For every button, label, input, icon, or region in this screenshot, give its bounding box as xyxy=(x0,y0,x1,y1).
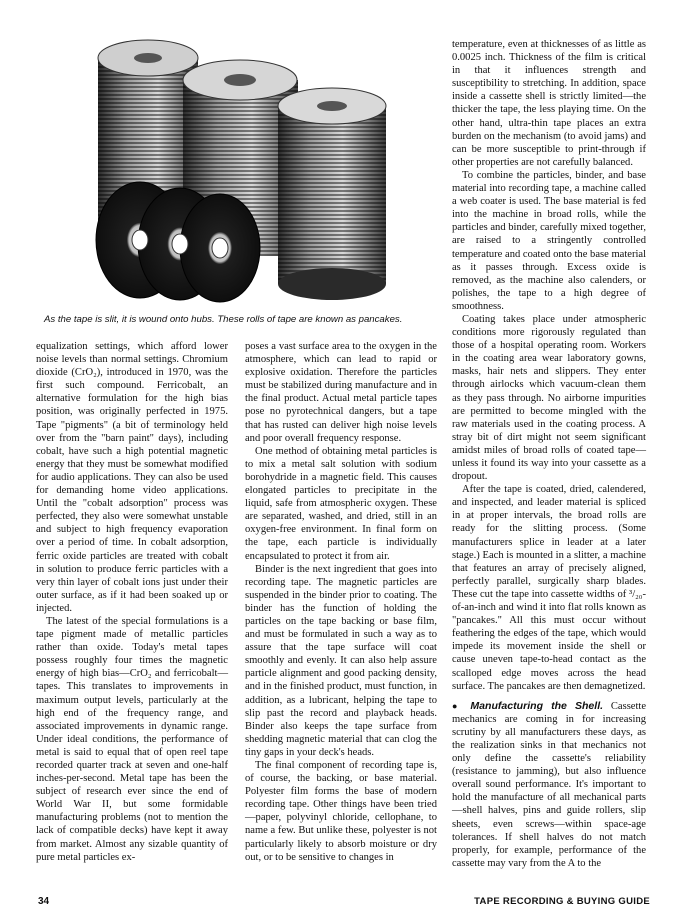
section-text: Cassette mechanics are coming in for increasing scrutiny by all manufacturers these days, as the realization sinks in that mechanics not only define the cassette's reliability (resistance to jamming), but also influence overall sound performance. It's important to hold the manufacture of all mechanical parts—shell halves, pins and guide rollers, slip sheets, even screws—within space-age tolerances. If shell halves do not match properly, for example, performance of the cassette may vary from the A to the xyxy=(452,700,647,869)
paragraph: After the tape is coated, dried, calendered, and inspected, and leader material is spliced in at proper intervals, the broad rolls are ready for the slitting process. (Some manufacturers splice in leader at a later stage.) Each is mounted in a slitter, a machine that features an array of precisely aligned, perfectly parallel, surgically sharp blades. These cut the tape into cassette widths of ³/₂₀-of-an-inch and wind it into flat rolls known as "pancakes." All this must occur without feathering the edges of the tape, which would impede its movement inside the shell or cause uneven tape-to-head contact as the scalloped edge moves across the head surface. The pancakes are then demagnetized. xyxy=(452,484,646,692)
text-column-3 xyxy=(452,38,646,870)
paragraph: temperature, even at thicknesses of as little as 0.0025 inch. Thickness of the film is critical in that it influences strength and susceptibility to stretching. In addition, space inside a cassette shell is strictly limited—the thicker the tape, the less playing time. On the other hand, ultra-thin tape places an extra burden on the mechanism (to avoid jams) and can be more susceptible to print-through if other properties are not carefully balanced. xyxy=(452,39,646,168)
photo-caption: As the tape is slit, it is wound onto hubs. These rolls of tape are known as pancakes. xyxy=(44,314,403,325)
text-column-1 xyxy=(36,340,228,864)
paragraph: One method of obtaining metal particles is to mix a metal salt solution with sodium borohydride in a magnetic field. This causes elongated particles to precipitate in the liquid, safe from atmospheric oxygen. These are separated, washed, and dried, still in an oxygen-free environment. In final form on the tape, each particle is individually encapsulated to protect it from air. xyxy=(245,445,437,562)
paragraph: poses a vast surface area to the oxygen in the atmosphere, which can lead to rapid or explosive oxidation. Therefore the particles must be stabilized during manufacture and in the final product. Actual metal particle tapes pose no pyrotechnical dangers, but a tape that has rusted can deliver high noise levels and poor overall frequency response. xyxy=(245,341,437,444)
paragraph: To combine the particles, binder, and base material into recording tape, a machine called a web coater is used. The base material is fed into the machine in broad rolls, while the particles and binder, carefully mixed together, are raised to a stringently controlled temperature and coated onto the base material as it passes through. Excess oxide is removed, as the machine also calenders, or polishes, the tape to a high degree of smoothness. xyxy=(452,169,646,312)
tape-pancakes-photo-icon xyxy=(28,22,428,312)
footer-title: TAPE RECORDING & BUYING GUIDE xyxy=(474,896,650,907)
paragraph: The final component of recording tape is, of course, the backing, or base material. Polyester film forms the base of modern recording tape. Other things have been tried—paper, polyvinyl chloride, cellophane, to name a few. But unlike these, polyester is not particularly likely to absorb moisture or dry out, or to be sensitive to changes in xyxy=(245,760,437,863)
section-heading: Manufacturing the Shell. xyxy=(470,699,604,712)
page-number: 34 xyxy=(38,896,50,907)
paragraph: The latest of the special formulations is a tape pigment made of metallic particles rather than oxide. Today's metal tapes possess roughly four times the magnetic energy of high bias—CrO₂ and ferricobalt—tapes. This translates to improvements in maximum output levels, particularly at the high end of the frequency range, and associated improvements in dynamic range. Under ideal conditions, the performance of metal is said to equal that of open reel tape recorded quarter track at seven and one-half inches-per-second. Metal tape has been the subject of research ever since the end of World War II, but some formidable manufacturing problems (not to mention the lack of compatible decks) have kept it away from market. Almost any sizable quantity of pure metal particles ex- xyxy=(36,615,228,863)
paragraph: Coating takes place under atmospheric conditions more rigorously regulated than those of a hospital operating room. Workers in the coating area wear laboratory gowns, masks, hair nets and slippers. They enter through airlocks which vacuum-clean them as they pass through. No airborne impurities are permitted to become mingled with the raw materials used in the coating process. A stray bit of dirt might not seem significant amidst miles of broad rolls of coated tape—unless it found its way into your cassette as a dropout. xyxy=(452,313,646,483)
paragraph: equalization settings, which afford lower noise levels than normal settings. Chromium dioxide (CrO₂), introduced in 1970, was the first such compound. Ferricobalt, an alternative formulation for the high bias position, was originally perfected in 1975. Tape "pigments" (a bit of terminology held over from the "barn paint" days), including cobalt, have such a high potential magnetic energy that they must be somewhat modified for audio applications. They can also be used for demanding home video applications. Until the "cobalt adsorption" process was perfected, they also were somewhat unstable and subject to high frequency evaporation over a period of time. In cobalt adsorption, ferric oxide particles are treated with cobalt in solution to produce ferric particles with a very thin layer of cobalt ions just under their outer surface, as if it had been soaked up or injected. xyxy=(36,341,228,614)
section-paragraph xyxy=(452,700,646,870)
text-column-2 xyxy=(245,340,437,864)
paragraph: Binder is the next ingredient that goes into recording tape. The magnetic particles are suspended in the binder prior to coating. The binder has the function of holding the particles on the tape backing or base film, and must be formulated in such a way as to assure that the tape surface will coat smoothly and evenly. It can also help assure particle alignment and good packing density, and in the finished product, must function, in addition, as a lubricant, helping the tape to slip past the record and playback heads. Binder also keeps the tape surface from shedding magnetic material that can clog the tiny gaps in your deck's heads. xyxy=(245,563,437,758)
bullet-icon: ● xyxy=(452,700,463,711)
